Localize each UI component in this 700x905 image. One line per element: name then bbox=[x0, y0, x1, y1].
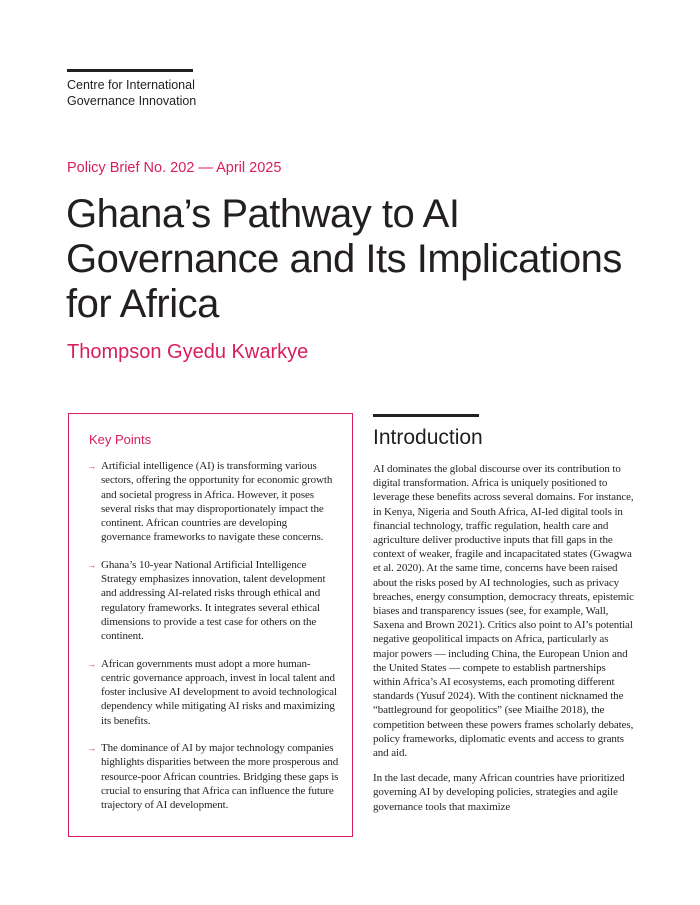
introduction-paragraph: In the last decade, many African countries have prioritized governing AI by developing policies, strategies and agile governance tools that maximize bbox=[373, 772, 625, 813]
document-title: Ghana’s Pathway to AI Governance and Its Implications for Africa bbox=[66, 192, 622, 326]
author-name: Thompson Gyedu Kwarkye bbox=[67, 341, 309, 363]
organization-name-line-1: Centre for International bbox=[67, 78, 195, 92]
key-point-text: African governments must adopt a more human-centric governance approach, invest in local talent and foster inclusive AI development to avoid technological dependency while mitigating AI risks and maximizing its benefits. bbox=[101, 657, 337, 727]
key-point-text: Ghana’s 10-year National Artificial Intelligence Strategy emphasizes innovation, talent development and addressing AI-related risks through ethical and regulatory frameworks. It integrates several ethical dimensions to provide a test case for others on the continent. bbox=[101, 558, 326, 643]
policy-brief-number: Policy Brief No. 202 — April 2025 bbox=[67, 160, 282, 176]
key-point-item bbox=[87, 558, 339, 644]
key-point-item bbox=[87, 657, 339, 728]
key-point-item bbox=[87, 459, 339, 545]
organization-name-line-2: Governance Innovation bbox=[67, 94, 197, 108]
key-points-list bbox=[87, 459, 339, 826]
introduction-rule bbox=[373, 414, 479, 417]
key-points-heading: Key Points bbox=[89, 432, 152, 447]
key-point-text: The dominance of AI by major technology companies highlights disparities between the more prosperous and resource-poor African countries. Bridging these gaps is crucial to ensuring that Africa can influence the future trajectory of AI development. bbox=[101, 742, 339, 812]
header-rule bbox=[67, 69, 193, 72]
arrow-right-icon: → bbox=[87, 559, 96, 570]
introduction-paragraph: AI dominates the global discourse over its contribution to digital transformation. Africa is uniquely positioned to leverage these benefits across several domains. For instance, in Kenya, Nigeria and South Africa, AI-led digital tools in financial technology, traffic regulation, health care and agriculture deliver productive inputs that fill gaps in the context of weaker, fragile and incapacitated states (Gwagwa et al. 2020). At the same time, concerns have been raised about the risks posed by AI technologies, such as privacy breaches, energy consumption, democracy threats, epistemic biases and transparency issues (see, for example, Wall, Saxena and Brown 2021). Critics also point to AI’s potential negative geopolitical impacts on Africa, particularly as major powers — including China, the European Union and the United States — compete to establish partnerships within Africa’s AI ecosystems, each promoting different standards (Yusuf 2024). With the continent nicknamed the “battleground for geopolitics” (see Miailhe 2018), the competition between these powers frames scholarly debates, policy frameworks, diplomatic events and access to grants and aid. bbox=[373, 463, 634, 760]
arrow-right-icon: → bbox=[87, 461, 96, 471]
introduction-body bbox=[373, 462, 635, 825]
key-point-item bbox=[87, 741, 339, 812]
key-points-box bbox=[68, 413, 353, 837]
organization-name bbox=[67, 77, 196, 109]
arrow-right-icon: → bbox=[87, 743, 96, 754]
introduction-heading: Introduction bbox=[373, 426, 483, 449]
arrow-right-icon: → bbox=[87, 658, 96, 669]
key-point-text: Artificial intelligence (AI) is transforming various sectors, offering the opportunity for economic growth and societal progress in Africa. However, it poses several risks that may disproportionately impact the continent. African countries are developing governance frameworks to navigate these concerns. bbox=[101, 460, 333, 544]
